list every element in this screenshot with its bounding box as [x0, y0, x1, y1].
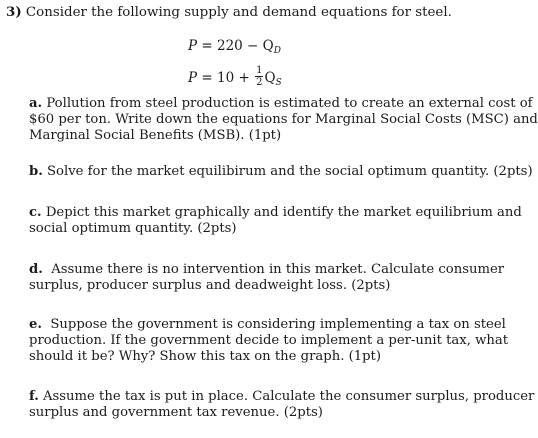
part-b-label: b. [29, 164, 43, 179]
part-f-line-1 [29, 389, 535, 405]
part-e-label: e. [29, 317, 42, 332]
part-d-label: d. [29, 262, 43, 277]
part-e-text-1: Suppose the government is considering implementing a tax on steel [50, 317, 506, 332]
supply-equation [188, 67, 282, 90]
part-f-text-1: Assume the tax is put in place. Calculate the consumer surplus, producer [43, 389, 535, 404]
part-f-label: f. [29, 389, 39, 404]
question-header [6, 4, 452, 21]
part-d [29, 262, 505, 294]
part-a-line-2: $60 per ton. Write down the equations for Marginal Social Costs (MSC) and [29, 112, 538, 127]
part-d-line-2: surplus, producer surplus and deadweight loss. (2pts) [29, 278, 391, 293]
part-c [29, 205, 522, 237]
supply-subscript: S [275, 78, 282, 88]
supply-rhs-before: = 10 + [201, 70, 250, 86]
part-c-label: c. [29, 205, 42, 220]
demand-rhs: = 220 − Q [201, 38, 274, 54]
question-intro: Consider the following supply and demand equations for steel. [25, 5, 452, 20]
fraction-numerator: 1 [256, 65, 263, 76]
part-c-line-2: social optimum quantity. (2pts) [29, 221, 237, 236]
part-b-text-1: Solve for the market equilibirum and the social optimum quantity. (2pts) [47, 164, 533, 179]
demand-subscript: D [273, 46, 281, 56]
part-d-line-1 [29, 262, 505, 278]
part-e-line-1 [29, 317, 506, 333]
part-b [29, 164, 533, 180]
part-a [29, 96, 538, 144]
part-e [29, 317, 509, 365]
part-f [29, 389, 535, 421]
fraction-denominator: 2 [256, 77, 263, 88]
demand-equation [188, 38, 281, 56]
part-e-line-3: should it be? Why? Show this tax on the graph. (1pt) [29, 349, 381, 364]
part-c-text-1: Depict this market graphically and identify the market equilibrium and [45, 205, 522, 220]
supply-fraction [255, 65, 263, 88]
supply-lhs: P [188, 70, 198, 86]
part-a-text-1: Pollution from steel production is estimated to create an external cost of [46, 96, 533, 111]
question-number: 3) [6, 4, 22, 20]
part-a-line-3: Marginal Social Benefits (MSB). (1pt) [29, 128, 282, 143]
part-e-line-2: production. If the government decide to implement a per-unit tax, what [29, 333, 509, 348]
part-d-text-1: Assume there is no intervention in this market. Calculate consumer [51, 262, 505, 277]
part-b-line-1 [29, 164, 533, 180]
part-a-label: a. [29, 96, 43, 111]
part-f-line-2: surplus and government tax revenue. (2pts) [29, 405, 323, 420]
demand-lhs: P [188, 38, 198, 54]
supply-rhs-after: Q [264, 70, 276, 86]
part-c-line-1 [29, 205, 522, 221]
part-a-line-1 [29, 96, 533, 112]
